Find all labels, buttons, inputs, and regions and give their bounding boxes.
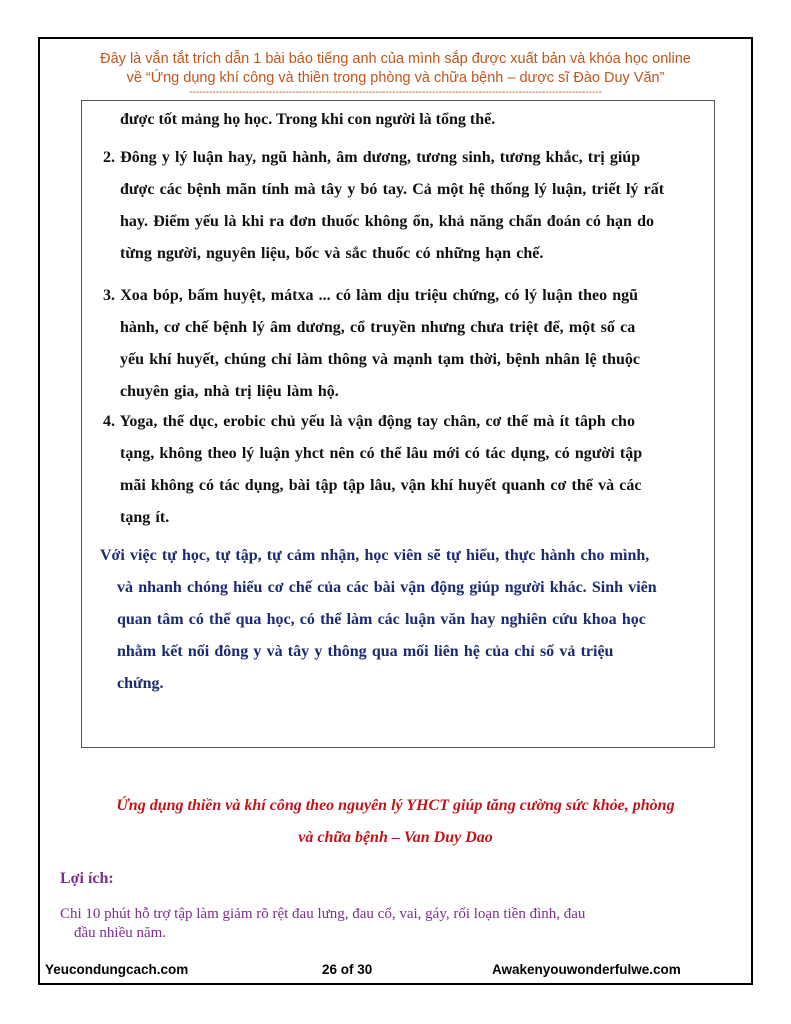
header-line-1: Đây là vắn tắt trích dẫn 1 bài báo tiếng anh của mình sắp được xuất bản và khóa học online [100, 51, 691, 67]
text-line: 2. Đông y lý luận hay, ngũ hành, âm dương, tương sinh, tương khắc, trị giúp [103, 149, 641, 166]
text-line: 4. Yoga, thể dục, erobic chủ yếu là vận động tay chân, cơ thể mà ít tâph cho [103, 413, 635, 430]
text-line: và nhanh chóng hiểu cơ chế của các bài vận động giúp người khác. Sinh viên [117, 579, 657, 596]
text-line: hành, cơ chế bệnh lý âm dương, cổ truyền nhưng chưa triệt để, một số ca [120, 319, 636, 336]
text-line: được các bệnh mãn tính mà tây y bó tay. Cả một hệ thống lý luận, triết lý rất [120, 181, 665, 198]
text-line: yếu khí huyết, chúng chỉ làm thông và mạnh tạm thời, bệnh nhân lệ thuộc [120, 351, 640, 368]
list-item-1-tail [120, 104, 495, 136]
conclusion-paragraph [100, 540, 657, 700]
list-item-2 [103, 142, 664, 270]
text-line: được tốt mảng họ học. Trong khi con người là tổng thể. [120, 111, 496, 128]
footer-right: Awakenyouwonderfulwe.com [492, 962, 681, 977]
list-item-4 [103, 406, 642, 534]
text-line: nhằm kết nối đông y và tây y thông qua mối liên hệ của chỉ số vả triệu [117, 643, 614, 660]
text-line: mãi không có tác dụng, bài tập tập lâu, vận khí huyết quanh cơ thể và các [120, 477, 642, 494]
title-line: Ứng dụng thiền và khí công theo nguyên lý YHCT giúp tăng cường sức khỏe, phòng [116, 797, 675, 814]
footer-page-number: 26 of 30 [322, 962, 373, 977]
list-item-3 [103, 280, 640, 408]
header-line-2: về “Ứng dụng khí công và thiền trong phòng và chữa bệnh – dược sĩ Đào Duy Văn” [126, 70, 665, 86]
text-line: tạng, không theo lý luận yhct nên có thể lâu mới có tác dụng, có người tập [120, 445, 643, 462]
text-line: đầu nhiều năm. [74, 925, 167, 941]
text-line: Chi 10 phút hỗ trợ tập làm giảm rõ rệt đau lưng, đau cổ, vai, gáy, rối loạn tiền đình, đau [60, 906, 586, 922]
text-line: 3. Xoa bóp, bấm huyệt, mátxa ... có làm dịu triệu chứng, có lý luận theo ngũ [103, 287, 639, 304]
section-title [40, 790, 751, 854]
text-line: từng người, nguyên liệu, bốc và sắc thuốc có những hạn chế. [120, 245, 544, 262]
title-line: và chữa bệnh – Van Duy Dao [298, 829, 493, 846]
text-line: chuyên gia, nhà trị liệu làm hộ. [120, 383, 339, 400]
text-line: quan tâm có thể qua học, có thể làm các luận văn hay nghiên cứu khoa học [117, 611, 646, 628]
text-line: hay. Điểm yếu là khi ra đơn thuốc không ổn, khả năng chẩn đoán có hạn do [120, 213, 654, 230]
header-divider: ---------------------------------------------------------------------------------------------------------------------------- [189, 88, 602, 98]
text-line: tạng ít. [120, 509, 170, 526]
benefits-text [60, 905, 585, 943]
text-line: Với việc tự học, tự tập, tự cảm nhận, học viên sẽ tự hiểu, thực hành cho mình, [100, 547, 650, 564]
benefits-label: Lợi ích: [60, 870, 114, 887]
text-line: chứng. [117, 675, 164, 692]
page-header [40, 50, 751, 98]
footer-left: Yeucondungcach.com [45, 962, 189, 977]
